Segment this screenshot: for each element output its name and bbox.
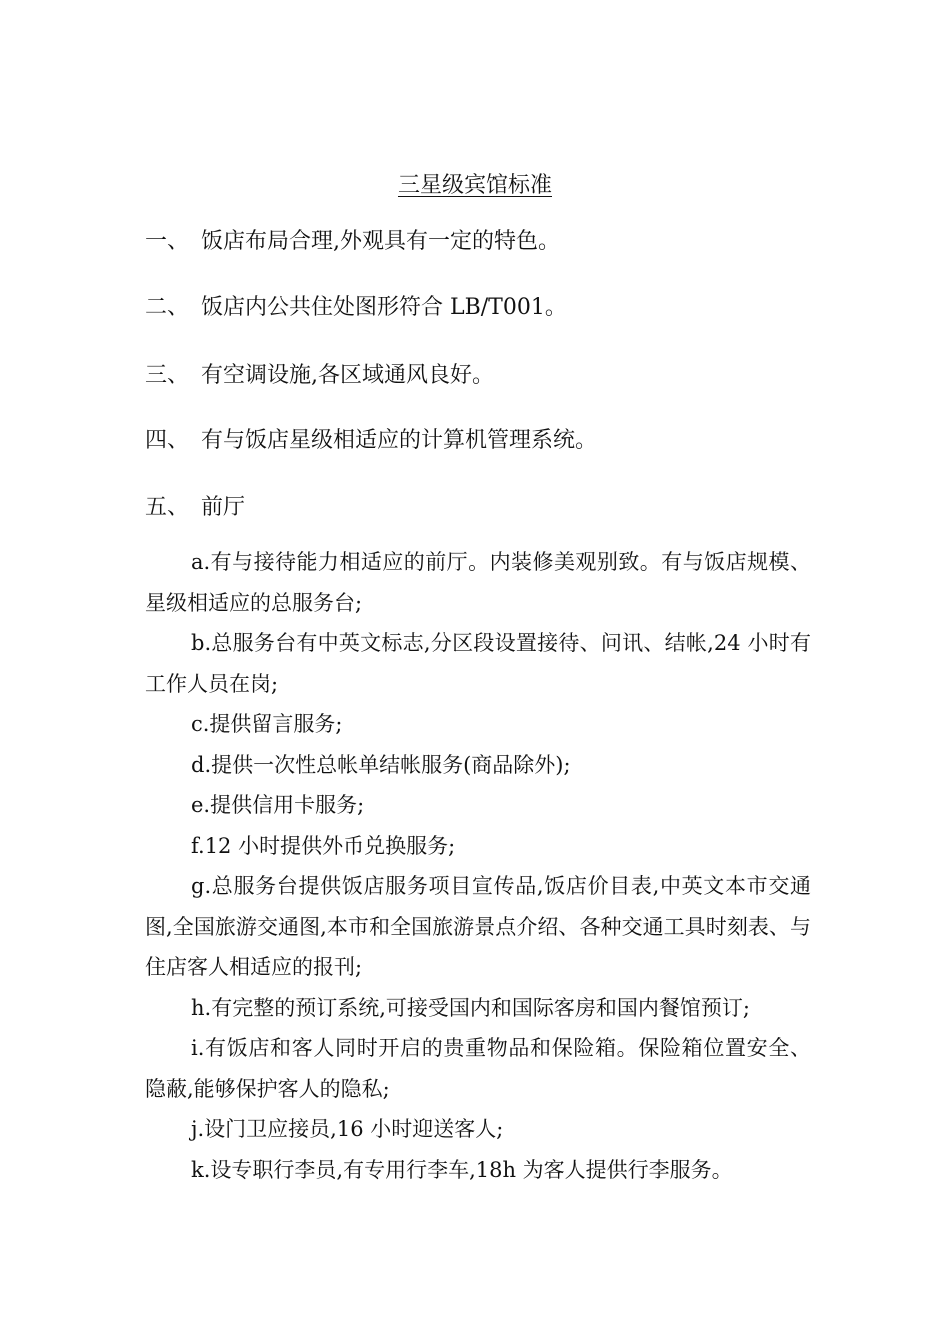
section-text: 前厅 bbox=[201, 495, 246, 520]
section-text: 有空调设施,各区域通风良好。 bbox=[201, 363, 494, 388]
list-item-e: e.提供信用卡服务; bbox=[191, 793, 365, 817]
section-2 bbox=[145, 292, 825, 324]
section-number: 四、 bbox=[145, 428, 190, 453]
list-item-c: c.提供留言服务; bbox=[191, 712, 343, 736]
list-item-h: h.有完整的预订系统,可接受国内和国际客房和国内餐馆预订; bbox=[191, 995, 750, 1020]
list-item-k: k.设专职行李员,有专用行李车,18h 为客人提供行李服务。 bbox=[191, 1157, 733, 1182]
front-desk-items bbox=[145, 542, 811, 1190]
section-text: 饭店布局合理,外观具有一定的特色。 bbox=[201, 229, 560, 254]
list-item-d: d.提供一次性总帐单结帐服务(商品除外); bbox=[191, 752, 571, 777]
section-number: 三、 bbox=[145, 363, 190, 388]
section-4 bbox=[145, 425, 825, 457]
section-text: 饭店内公共住处图形符合 LB/T001。 bbox=[201, 295, 567, 320]
section-number: 一、 bbox=[145, 229, 190, 254]
list-item-j: j.设门卫应接员,16 小时迎送客人; bbox=[191, 1117, 504, 1141]
document-title: 三星级宾馆标准 bbox=[397, 173, 552, 198]
section-number: 五、 bbox=[145, 495, 190, 520]
list-item-f: f.12 小时提供外币兑换服务; bbox=[191, 833, 456, 858]
section-text: 有与饭店星级相适应的计算机管理系统。 bbox=[201, 428, 598, 453]
list-item-a: a.有与接待能力相适应的前厅。内装修美观别致。有与饭店规模、星级相适应的总服务台; bbox=[145, 550, 811, 615]
section-1 bbox=[145, 226, 825, 258]
section-3 bbox=[145, 360, 825, 392]
section-number: 二、 bbox=[145, 295, 190, 320]
list-item-i: i.有饭店和客人同时开启的贵重物品和保险箱。保险箱位置安全、隐蔽,能够保护客人的隐私; bbox=[145, 1036, 811, 1101]
section-5 bbox=[145, 492, 825, 524]
list-item-g: g.总服务台提供饭店服务项目宣传品,饭店价目表,中英文本市交通图,全国旅游交通图,本市和全国旅游景点介绍、各种交通工具时刻表、与住店客人相适应的报刊; bbox=[145, 874, 811, 979]
list-item-b: b.总服务台有中英文标志,分区段设置接待、问讯、结帐,24 小时有工作人员在岗; bbox=[145, 631, 811, 696]
